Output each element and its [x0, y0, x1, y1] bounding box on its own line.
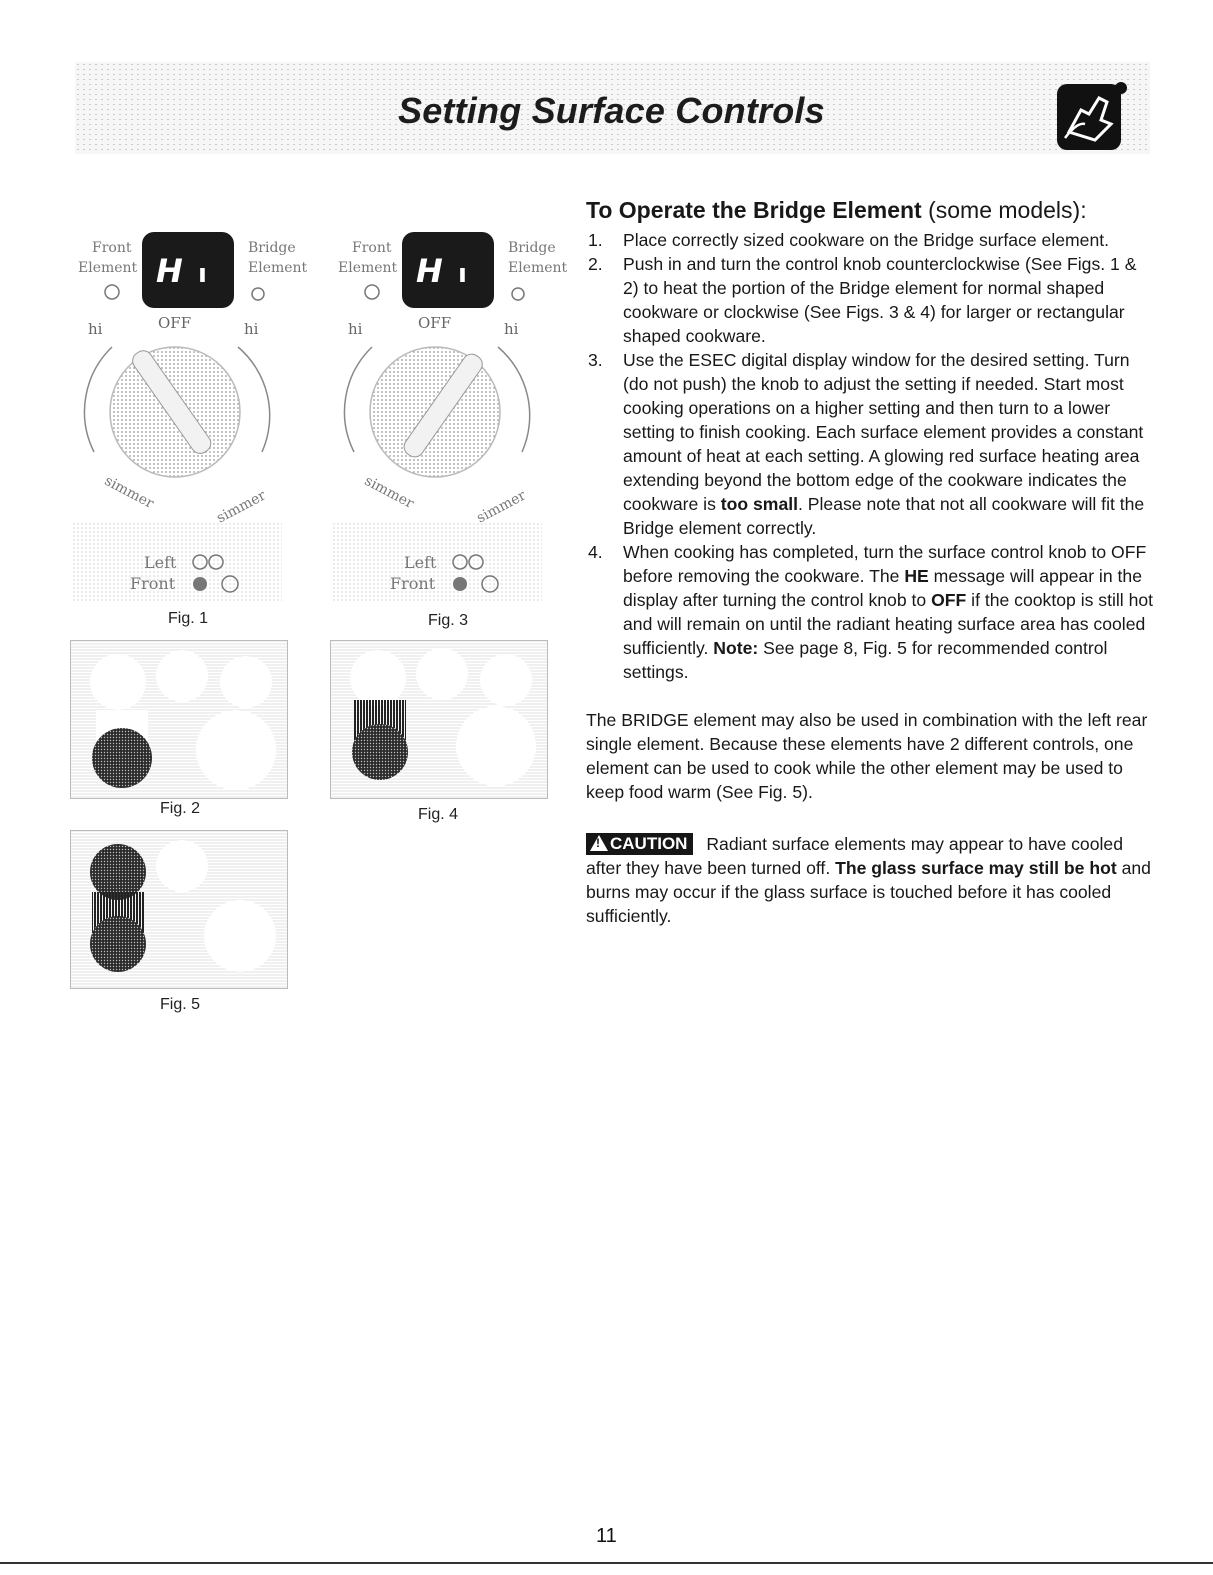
front-label: Front — [92, 240, 132, 256]
warning-icon — [590, 835, 608, 851]
page-number: 11 — [596, 1525, 617, 1547]
display-readout-2: ı — [458, 259, 467, 289]
hi-left-label: hi — [88, 320, 103, 338]
left-label: Left — [144, 553, 177, 572]
fig5-caption: Fig. 5 — [160, 996, 201, 1013]
display-readout-2: ı — [198, 259, 207, 289]
front-active-icon — [90, 916, 146, 972]
element-label: Element — [78, 260, 138, 276]
control-panel-fig3 — [332, 222, 568, 662]
front-indicator-icon — [105, 285, 119, 299]
bridge-label: Bridge — [508, 240, 556, 256]
instructions — [586, 196, 1156, 928]
hi-right-label: hi — [244, 320, 259, 338]
simmer-right-label: simmer — [474, 487, 529, 527]
cooktop-diagram-fig2 — [70, 640, 288, 802]
bridge-indicator-icon — [252, 288, 264, 300]
display-readout: H — [416, 252, 443, 290]
display-readout: H — [156, 252, 183, 290]
cooktop-diagram-fig5 — [70, 830, 288, 992]
list-item: 3. Use the ESEC digital display window for the desired setting. Turn (do not push) the knob to adjust the setting if needed. Start most cooking operations on a higher setting and then turn to a lower setting to finish cooking. Each surface element provides a constant amount of heat at each setting. A glowing red surface heating area extending beyond the bottom edge of the cookware indicates the cookware is too small. Please note that not all cookware will fit the Bridge element correctly. — [588, 350, 1145, 538]
off-label: OFF — [158, 314, 192, 332]
left-rear-active-icon — [90, 844, 146, 900]
active-element-icon — [92, 728, 152, 788]
simmer-left-label: simmer — [361, 472, 417, 512]
cooktop-diagram-fig4 — [330, 640, 548, 802]
control-panel-fig1 — [72, 222, 308, 662]
caution-paragraph: !CAUTION Radiant surface elements may appear to have cooled after they have been turned off. The glass surface may still be hot and burns may occur if the glass surface is touched before it has cooled sufficiently. — [586, 832, 1156, 928]
bottom-rule — [0, 1562, 1213, 1564]
fig1-caption: Fig. 1 — [168, 610, 209, 627]
section-heading: To Operate the Bridge Element (some models): — [586, 197, 1087, 223]
cooktop-hand-icon — [1055, 80, 1129, 154]
element-label: Element — [338, 260, 398, 276]
steps-list — [586, 228, 1156, 684]
active-element-icon — [352, 724, 408, 780]
bridge-element-label: Element — [508, 260, 568, 276]
bridge-paragraph: The BRIDGE element may also be used in combination with the left rear single element. Because these elements have 2 different controls, one element can be used to cook while the other element may be used to keep food warm (See Fig. 5). — [586, 710, 1148, 802]
front-indicator-icon — [365, 285, 379, 299]
front-label: Front — [352, 240, 392, 256]
fig2-caption: Fig. 2 — [160, 800, 201, 817]
bridge-element-label: Element — [248, 260, 308, 276]
list-item: 1. Place correctly sized cookware on the Bridge surface element. — [588, 230, 1110, 250]
simmer-left-label: simmer — [101, 472, 157, 512]
caution-badge: !CAUTION — [586, 833, 693, 855]
bridge-indicator-icon — [512, 288, 524, 300]
bridge-label: Bridge — [248, 240, 296, 256]
left-label: Left — [404, 553, 437, 572]
off-label: OFF — [418, 314, 452, 332]
hi-left-label: hi — [348, 320, 363, 338]
list-item: 2. Push in and turn the control knob counterclockwise (See Figs. 1 & 2) to heat the portion of the Bridge element for normal shaped cookware or clockwise (See Figs. 3 & 4) for larger or rectangular shaped cookware. — [588, 254, 1137, 346]
fig4-caption: Fig. 4 — [418, 806, 459, 823]
hi-right-label: hi — [504, 320, 519, 338]
page-title: Setting Surface Controls — [398, 90, 825, 131]
simmer-right-label: simmer — [214, 487, 269, 527]
fig3-caption: Fig. 3 — [428, 612, 469, 629]
list-item: 4. When cooking has completed, turn the surface control knob to OFF before removing the cookware. The HE message will appear in the display after turning the control knob to OFF if the cooktop is still hot and will remain on until the radiant heating surface area has cooled sufficiently. Note: See page 8, Fig. 5 for recommended control settings. — [588, 542, 1154, 682]
front-position-label: Front — [390, 574, 436, 593]
front-position-label: Front — [130, 574, 176, 593]
